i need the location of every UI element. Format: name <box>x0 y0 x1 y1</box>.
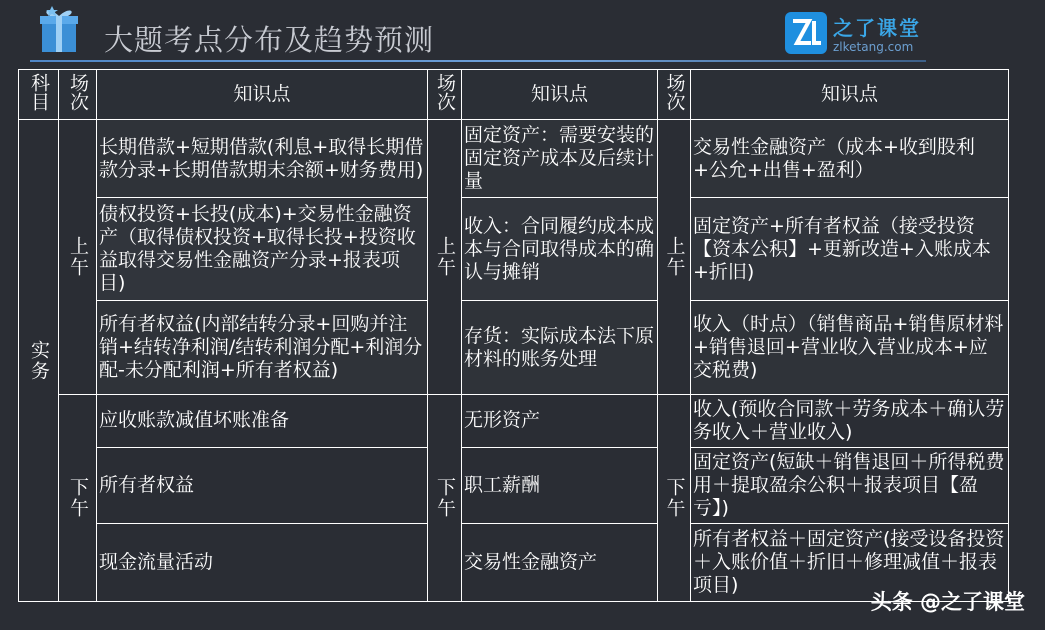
knowledge-cell: 所有者权益＋固定资产(接受设备投资＋入账价值＋折旧＋修理减值＋报表项目) <box>691 523 1009 601</box>
slide-header <box>0 0 1045 64</box>
logo-url: zlketang.com <box>833 40 914 54</box>
table-row <box>19 198 1009 301</box>
knowledge-cell: 固定资产+所有者权益（接受投资【资本公积】+更新改造+入账成本+折旧) <box>691 198 1009 301</box>
table-row <box>19 447 1009 523</box>
header-session: 场次 <box>428 70 462 120</box>
knowledge-cell: 职工薪酬 <box>462 447 658 523</box>
knowledge-cell: 无形资产 <box>462 394 658 447</box>
knowledge-cell: 收入：合同履约成本成本与合同取得成本的确认与摊销 <box>462 198 658 301</box>
knowledge-cell: 应收账款减值坏账准备 <box>97 394 428 447</box>
knowledge-cell: 交易性金融资产 <box>462 523 658 601</box>
header-knowledge: 知识点 <box>97 70 428 120</box>
page-title: 大题考点分布及趋势预测 <box>104 23 435 57</box>
exam-topics-table <box>18 69 1009 602</box>
session-cell-afternoon: 下午 <box>658 394 691 601</box>
session-cell-afternoon: 下午 <box>59 394 97 601</box>
header-session: 场次 <box>59 70 97 120</box>
brand-logo <box>785 10 935 60</box>
zl-logo-icon <box>785 12 827 54</box>
title-divider <box>30 60 926 62</box>
knowledge-cell: 所有者权益(内部结转分录+回购并注销+结转净利润/结转利润分配+利润分配-未分配利润+所有者权益) <box>97 301 428 394</box>
knowledge-cell: 收入(预收合同款＋劳务成本＋确认劳务收入＋营业收入) <box>691 394 1009 447</box>
session-cell-morning: 上午 <box>658 120 691 395</box>
knowledge-cell: 所有者权益 <box>97 447 428 523</box>
header-knowledge: 知识点 <box>691 70 1009 120</box>
header-session: 场次 <box>658 70 691 120</box>
table-row <box>19 394 1009 447</box>
table-row <box>19 523 1009 601</box>
session-cell-morning: 上午 <box>428 120 462 395</box>
session-cell-morning: 上午 <box>59 120 97 395</box>
knowledge-cell: 收入（时点）（销售商品+销售原材料+销售退回+营业收入营业成本+应交税费) <box>691 301 1009 394</box>
knowledge-cell: 固定资产(短缺＋销售退回＋所得税费用＋提取盈余公积＋报表项目【盈亏】) <box>691 447 1009 523</box>
knowledge-cell: 现金流量活动 <box>97 523 428 601</box>
header-knowledge: 知识点 <box>462 70 658 120</box>
watermark-label: 头条 @之了课堂 <box>870 590 1025 614</box>
knowledge-cell: 固定资产：需要安装的固定资产成本及后续计量 <box>462 120 658 198</box>
header-subject: 科目 <box>19 70 59 120</box>
subject-cell: 实务 <box>19 120 59 602</box>
knowledge-cell: 长期借款+短期借款(利息+取得长期借款分录+长期借款期末余额+财务费用) <box>97 120 428 198</box>
table-row <box>19 120 1009 198</box>
table-header-row <box>19 70 1009 120</box>
gift-box-icon <box>38 4 80 54</box>
knowledge-cell: 存货：实际成本法下原材料的账务处理 <box>462 301 658 394</box>
knowledge-cell: 债权投资+长投(成本)+交易性金融资产（取得债权投资+取得长投+投资收益取得交易性金融资产分录+报表项目) <box>97 198 428 301</box>
table-row <box>19 301 1009 394</box>
session-cell-afternoon: 下午 <box>428 394 462 601</box>
logo-text: 之了课堂 <box>833 16 921 40</box>
knowledge-cell: 交易性金融资产（成本+收到股利+公允+出售+盈利） <box>691 120 1009 198</box>
